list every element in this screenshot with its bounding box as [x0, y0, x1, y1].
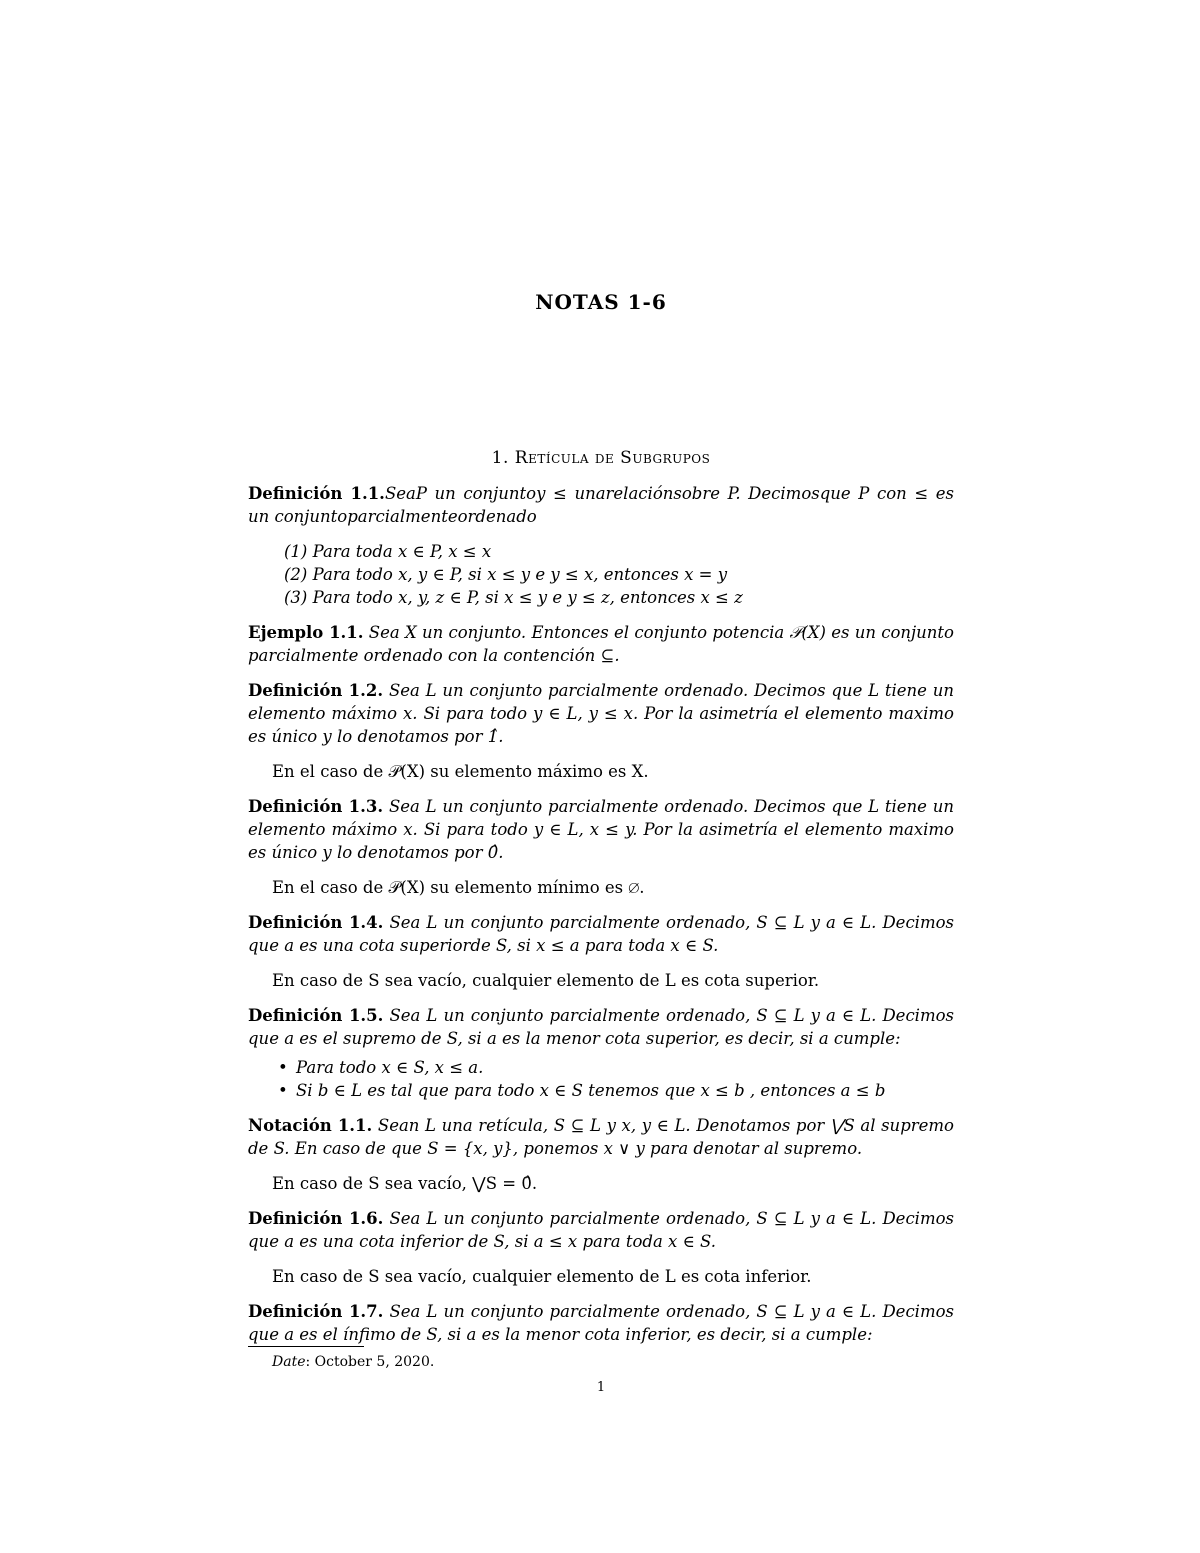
list-item: (3) Para todo x, y, z ∈ P, si x ≤ y e y ≤ z, entonces x ≤ z: [284, 588, 743, 607]
definition-1-7: [248, 1300, 954, 1346]
list-item: • Si b ∈ L es tal que para todo x ∈ S tenemos que x ≤ b , entonces a ≤ b: [248, 1079, 954, 1102]
block-text: Sea L un conjunto parcialmente ordenado, S ⊆ L y a ∈ L. Decimos que a es el supremo de S, si a es la menor cota superior, es decir, si a cumple:: [248, 1006, 955, 1048]
footnote-key: Date: [272, 1354, 306, 1370]
page-number: 1: [596, 1380, 606, 1395]
block-label: Definición 1.7.: [248, 1302, 384, 1321]
footnote: [272, 1354, 434, 1370]
block-label: Definición 1.6.: [248, 1209, 384, 1228]
footnote-value: : October 5, 2020.: [305, 1354, 435, 1370]
remark: En caso de S sea vacío, cualquier elemento de L es cota superior.: [272, 971, 820, 990]
footnote-rule: [248, 1346, 364, 1347]
block-text: Sea L un conjunto parcialmente ordenado, S ⊆ L y a ∈ L. Decimos que a es el ínfimo de S, si a es la menor cota inferior, es decir, si a cumple:: [248, 1302, 955, 1344]
list-item: • Para todo x ∈ S, x ≤ a.: [248, 1056, 954, 1079]
block-text: Sea X un conjunto. Entonces el conjunto potencia 𝒫(X) es un conjunto parcialmente ordenado con la contención ⊆.: [248, 623, 954, 665]
block-text: Sea L un conjunto parcialmente ordenado. Decimos que L tiene un elemento máximo x. Si para todo y ∈ L, y ≤ x. Por la asimetría el elemento maximo es único y lo denotamos por 1̂.: [248, 681, 955, 746]
definition-1-5: [248, 1004, 954, 1050]
block-label: Definición 1.2.: [248, 681, 384, 700]
definition-1-1: [248, 482, 954, 528]
axiom-list: [248, 540, 954, 609]
block-text: Sea L un conjunto parcialmente ordenado. Decimos que L tiene un elemento máximo x. Si para todo y ∈ L, x ≤ y. Por la asimetría el elemento maximo es único y lo denotamos por 0̂.: [248, 797, 955, 862]
bullet-list: [248, 1056, 954, 1102]
page-title: NOTAS 1-6: [535, 290, 667, 314]
block-text: Sea L un conjunto parcialmente ordenado, S ⊆ L y a ∈ L. Decimos que a es una cota superiorde S, si x ≤ a para toda x ∈ S.: [248, 913, 955, 955]
block-label: Definición 1.3.: [248, 797, 384, 816]
list-item: (2) Para todo x, y ∈ P, si x ≤ y e y ≤ x, entonces x = y: [284, 565, 728, 584]
remark: En caso de S sea vacío, ⋁S = 0̂.: [272, 1174, 538, 1193]
remark: En el caso de 𝒫(X) su elemento mínimo es ∅.: [272, 878, 645, 897]
block-label: Notación 1.1.: [248, 1116, 373, 1135]
block-label: Definición 1.1.: [248, 484, 385, 503]
remark: En el caso de 𝒫(X) su elemento máximo es X.: [272, 762, 649, 781]
document-body: [248, 482, 954, 1358]
example-1-1: [248, 621, 954, 667]
definition-1-2: [248, 679, 954, 748]
block-text: SeaP un conjuntoy ≤ unarelaciónsobre P. Decimosque P con ≤ es un conjuntoparcialmenteordenado: [248, 484, 955, 526]
list-item: (1) Para toda x ∈ P, x ≤ x: [284, 542, 492, 561]
remark: En caso de S sea vacío, cualquier elemento de L es cota inferior.: [272, 1267, 812, 1286]
block-text: Sea L un conjunto parcialmente ordenado, S ⊆ L y a ∈ L. Decimos que a es una cota inferior de S, si a ≤ x para toda x ∈ S.: [248, 1209, 955, 1251]
notation-1-1: [248, 1114, 954, 1160]
definition-1-3: [248, 795, 954, 864]
block-label: Definición 1.5.: [248, 1006, 384, 1025]
section-heading: 1. Retícula de Subgrupos: [491, 448, 711, 468]
block-label: Definición 1.4.: [248, 913, 384, 932]
block-label: Ejemplo 1.1.: [248, 623, 364, 642]
block-text: Sean L una retícula, S ⊆ L y x, y ∈ L. Denotamos por ⋁S al supremo de S. En caso de que S = {x, y}, ponemos x ∨ y para denotar al supremo.: [248, 1116, 954, 1158]
definition-1-4: [248, 911, 954, 957]
definition-1-6: [248, 1207, 954, 1253]
